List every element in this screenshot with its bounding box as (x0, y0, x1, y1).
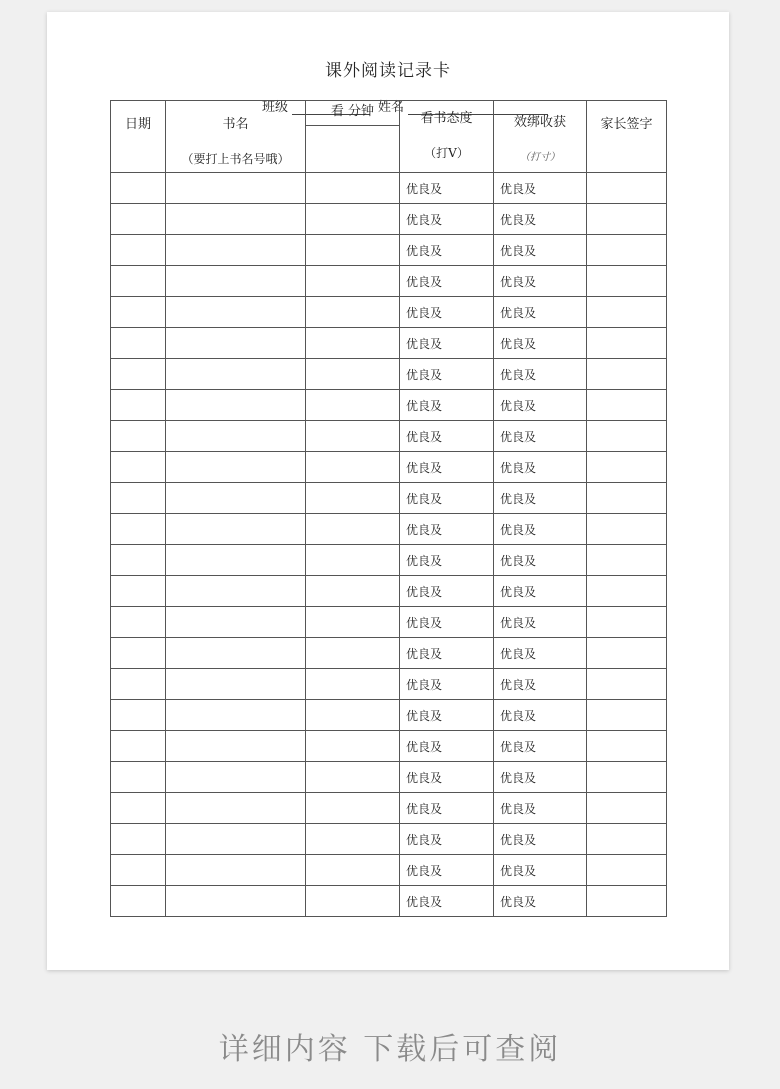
signature-cell[interactable] (587, 731, 667, 762)
attitude-cell[interactable]: 优良及 (400, 762, 494, 793)
gain-cell[interactable]: 优良及 (494, 266, 587, 297)
gain-cell[interactable]: 优良及 (494, 421, 587, 452)
minutes-cell[interactable] (306, 824, 400, 855)
gain-cell[interactable]: 优良及 (494, 576, 587, 607)
attitude-cell[interactable]: 优良及 (400, 514, 494, 545)
minutes-cell[interactable] (306, 793, 400, 824)
minutes-cell[interactable] (306, 607, 400, 638)
date-cell[interactable] (111, 638, 166, 669)
book-cell[interactable] (166, 452, 306, 483)
header-book: 书名 （要打上书名号哦） (166, 101, 306, 173)
date-cell[interactable] (111, 514, 166, 545)
record-card-page (47, 12, 729, 970)
table-row (111, 638, 667, 669)
card-title: 课外阅读记录卡 (325, 61, 451, 81)
gain-cell[interactable]: 优良及 (494, 700, 587, 731)
table-row (111, 669, 667, 700)
table-row (111, 576, 667, 607)
attitude-cell[interactable]: 优良及 (400, 669, 494, 700)
date-cell[interactable] (111, 421, 166, 452)
table-row (111, 266, 667, 297)
date-cell[interactable] (111, 204, 166, 235)
date-cell[interactable] (111, 328, 166, 359)
class-label: 班级 (262, 100, 289, 115)
book-cell[interactable] (166, 204, 306, 235)
signature-cell[interactable] (587, 886, 667, 917)
table-row (111, 731, 667, 762)
signature-cell[interactable] (587, 328, 667, 359)
attitude-cell[interactable]: 优良及 (400, 483, 494, 514)
gain-cell[interactable]: 优良及 (494, 235, 587, 266)
book-cell[interactable] (166, 421, 306, 452)
book-cell[interactable] (166, 824, 306, 855)
signature-cell[interactable] (587, 545, 667, 576)
header-date: 日期 (111, 101, 166, 173)
signature-cell[interactable] (587, 359, 667, 390)
table-row (111, 390, 667, 421)
minutes-cell[interactable] (306, 390, 400, 421)
table-row (111, 297, 667, 328)
signature-cell[interactable] (587, 638, 667, 669)
minutes-cell[interactable] (306, 700, 400, 731)
header-minutes: 看 分钟 (306, 101, 400, 173)
attitude-cell[interactable]: 优良及 (400, 793, 494, 824)
reading-record-table (110, 100, 667, 917)
table-row (111, 173, 667, 204)
gain-cell[interactable]: 优良及 (494, 514, 587, 545)
attitude-cell[interactable]: 优良及 (400, 328, 494, 359)
header-signature: 家长签字 (587, 101, 667, 173)
minutes-cell[interactable] (306, 731, 400, 762)
minutes-cell[interactable] (306, 669, 400, 700)
signature-cell[interactable] (587, 235, 667, 266)
book-cell[interactable] (166, 328, 306, 359)
signature-cell[interactable] (587, 793, 667, 824)
name-label: 姓名 (378, 100, 405, 115)
gain-cell[interactable]: 优良及 (494, 855, 587, 886)
attitude-cell[interactable]: 优良及 (400, 545, 494, 576)
book-cell[interactable] (166, 297, 306, 328)
book-cell[interactable] (166, 886, 306, 917)
gain-cell[interactable]: 优良及 (494, 669, 587, 700)
date-cell[interactable] (111, 669, 166, 700)
book-cell[interactable] (166, 669, 306, 700)
table-row (111, 607, 667, 638)
date-cell[interactable] (111, 483, 166, 514)
attitude-cell[interactable]: 优良及 (400, 297, 494, 328)
date-cell[interactable] (111, 793, 166, 824)
table-row (111, 235, 667, 266)
book-cell[interactable] (166, 731, 306, 762)
minutes-cell[interactable] (306, 173, 400, 204)
gain-cell[interactable]: 优良及 (494, 793, 587, 824)
book-cell[interactable] (166, 266, 306, 297)
gain-cell[interactable]: 优良及 (494, 545, 587, 576)
book-cell[interactable] (166, 483, 306, 514)
signature-cell[interactable] (587, 421, 667, 452)
book-cell[interactable] (166, 514, 306, 545)
table-row (111, 204, 667, 235)
date-cell[interactable] (111, 545, 166, 576)
signature-cell[interactable] (587, 266, 667, 297)
signature-cell[interactable] (587, 855, 667, 886)
table-row (111, 700, 667, 731)
gain-cell[interactable]: 优良及 (494, 731, 587, 762)
minutes-cell[interactable] (306, 638, 400, 669)
gain-cell[interactable]: 优良及 (494, 483, 587, 514)
signature-cell[interactable] (587, 824, 667, 855)
download-notice: 详细内容 下载后可查阅 (218, 1032, 562, 1067)
signature-cell[interactable] (587, 390, 667, 421)
header-attitude-note: （打V） (424, 146, 469, 160)
attitude-cell[interactable]: 优良及 (400, 452, 494, 483)
signature-cell[interactable] (587, 576, 667, 607)
signature-cell[interactable] (587, 669, 667, 700)
gain-cell[interactable]: 优良及 (494, 886, 587, 917)
minutes-cell[interactable] (306, 545, 400, 576)
gain-cell[interactable]: 优良及 (494, 297, 587, 328)
signature-cell[interactable] (587, 173, 667, 204)
table-row (111, 483, 667, 514)
attitude-cell[interactable]: 优良及 (400, 235, 494, 266)
attitude-cell[interactable]: 优良及 (400, 638, 494, 669)
table-row (111, 855, 667, 886)
table-row (111, 328, 667, 359)
attitude-cell[interactable]: 优良及 (400, 204, 494, 235)
date-cell[interactable] (111, 390, 166, 421)
minutes-cell[interactable] (306, 483, 400, 514)
date-cell[interactable] (111, 173, 166, 204)
signature-cell[interactable] (587, 700, 667, 731)
signature-cell[interactable] (587, 297, 667, 328)
date-cell[interactable] (111, 576, 166, 607)
attitude-cell[interactable]: 优良及 (400, 731, 494, 762)
minutes-cell[interactable] (306, 421, 400, 452)
attitude-cell[interactable]: 优良及 (400, 390, 494, 421)
date-cell[interactable] (111, 452, 166, 483)
table-row (111, 421, 667, 452)
gain-cell[interactable]: 优良及 (494, 638, 587, 669)
date-cell[interactable] (111, 762, 166, 793)
date-cell[interactable] (111, 359, 166, 390)
minutes-cell[interactable] (306, 204, 400, 235)
table-row (111, 545, 667, 576)
attitude-cell[interactable]: 优良及 (400, 855, 494, 886)
minutes-cell[interactable] (306, 328, 400, 359)
date-cell[interactable] (111, 235, 166, 266)
book-cell[interactable] (166, 545, 306, 576)
table-row (111, 359, 667, 390)
minutes-cell[interactable] (306, 576, 400, 607)
minutes-cell[interactable] (306, 855, 400, 886)
gain-cell[interactable]: 优良及 (494, 359, 587, 390)
gain-cell[interactable]: 优良及 (494, 204, 587, 235)
date-cell[interactable] (111, 824, 166, 855)
attitude-cell[interactable]: 优良及 (400, 607, 494, 638)
book-cell[interactable] (166, 390, 306, 421)
attitude-cell[interactable]: 优良及 (400, 421, 494, 452)
signature-cell[interactable] (587, 483, 667, 514)
book-cell[interactable] (166, 359, 306, 390)
gain-cell[interactable]: 优良及 (494, 762, 587, 793)
date-cell[interactable] (111, 297, 166, 328)
minutes-cell[interactable] (306, 886, 400, 917)
attitude-cell[interactable]: 优良及 (400, 359, 494, 390)
minutes-cell[interactable] (306, 452, 400, 483)
attitude-cell[interactable]: 优良及 (400, 824, 494, 855)
book-cell[interactable] (166, 793, 306, 824)
date-cell[interactable] (111, 700, 166, 731)
gain-cell[interactable]: 优良及 (494, 607, 587, 638)
signature-cell[interactable] (587, 514, 667, 545)
minutes-cell[interactable] (306, 235, 400, 266)
attitude-cell[interactable]: 优良及 (400, 266, 494, 297)
signature-cell[interactable] (587, 607, 667, 638)
book-cell[interactable] (166, 700, 306, 731)
signature-cell[interactable] (587, 452, 667, 483)
date-cell[interactable] (111, 855, 166, 886)
minutes-cell[interactable] (306, 359, 400, 390)
minutes-cell[interactable] (306, 514, 400, 545)
date-cell[interactable] (111, 886, 166, 917)
date-cell[interactable] (111, 607, 166, 638)
book-cell[interactable] (166, 576, 306, 607)
book-cell[interactable] (166, 762, 306, 793)
signature-cell[interactable] (587, 762, 667, 793)
signature-cell[interactable] (587, 204, 667, 235)
date-cell[interactable] (111, 731, 166, 762)
date-cell[interactable] (111, 266, 166, 297)
table-row (111, 824, 667, 855)
attitude-cell[interactable]: 优良及 (400, 886, 494, 917)
book-cell[interactable] (166, 235, 306, 266)
book-cell[interactable] (166, 607, 306, 638)
header-gain: 效绑收获 （打寸） (494, 101, 587, 173)
gain-cell[interactable]: 优良及 (494, 328, 587, 359)
gain-cell[interactable]: 优良及 (494, 390, 587, 421)
table-row (111, 452, 667, 483)
gain-cell[interactable]: 优良及 (494, 173, 587, 204)
minutes-cell[interactable] (306, 266, 400, 297)
book-cell[interactable] (166, 855, 306, 886)
gain-cell[interactable]: 优良及 (494, 452, 587, 483)
table-row (111, 886, 667, 917)
book-cell[interactable] (166, 173, 306, 204)
attitude-cell[interactable]: 优良及 (400, 700, 494, 731)
minutes-cell[interactable] (306, 297, 400, 328)
table-row (111, 793, 667, 824)
attitude-cell[interactable]: 优良及 (400, 173, 494, 204)
header-attitude: 看书态度 （打V） (400, 101, 494, 173)
attitude-cell[interactable]: 优良及 (400, 576, 494, 607)
gain-cell[interactable]: 优良及 (494, 824, 587, 855)
header-book-note: （要打上书名号哦） (181, 152, 290, 166)
book-cell[interactable] (166, 638, 306, 669)
minutes-cell[interactable] (306, 762, 400, 793)
table-row (111, 762, 667, 793)
header-gain-note: （打寸） (520, 152, 560, 163)
table-row (111, 514, 667, 545)
